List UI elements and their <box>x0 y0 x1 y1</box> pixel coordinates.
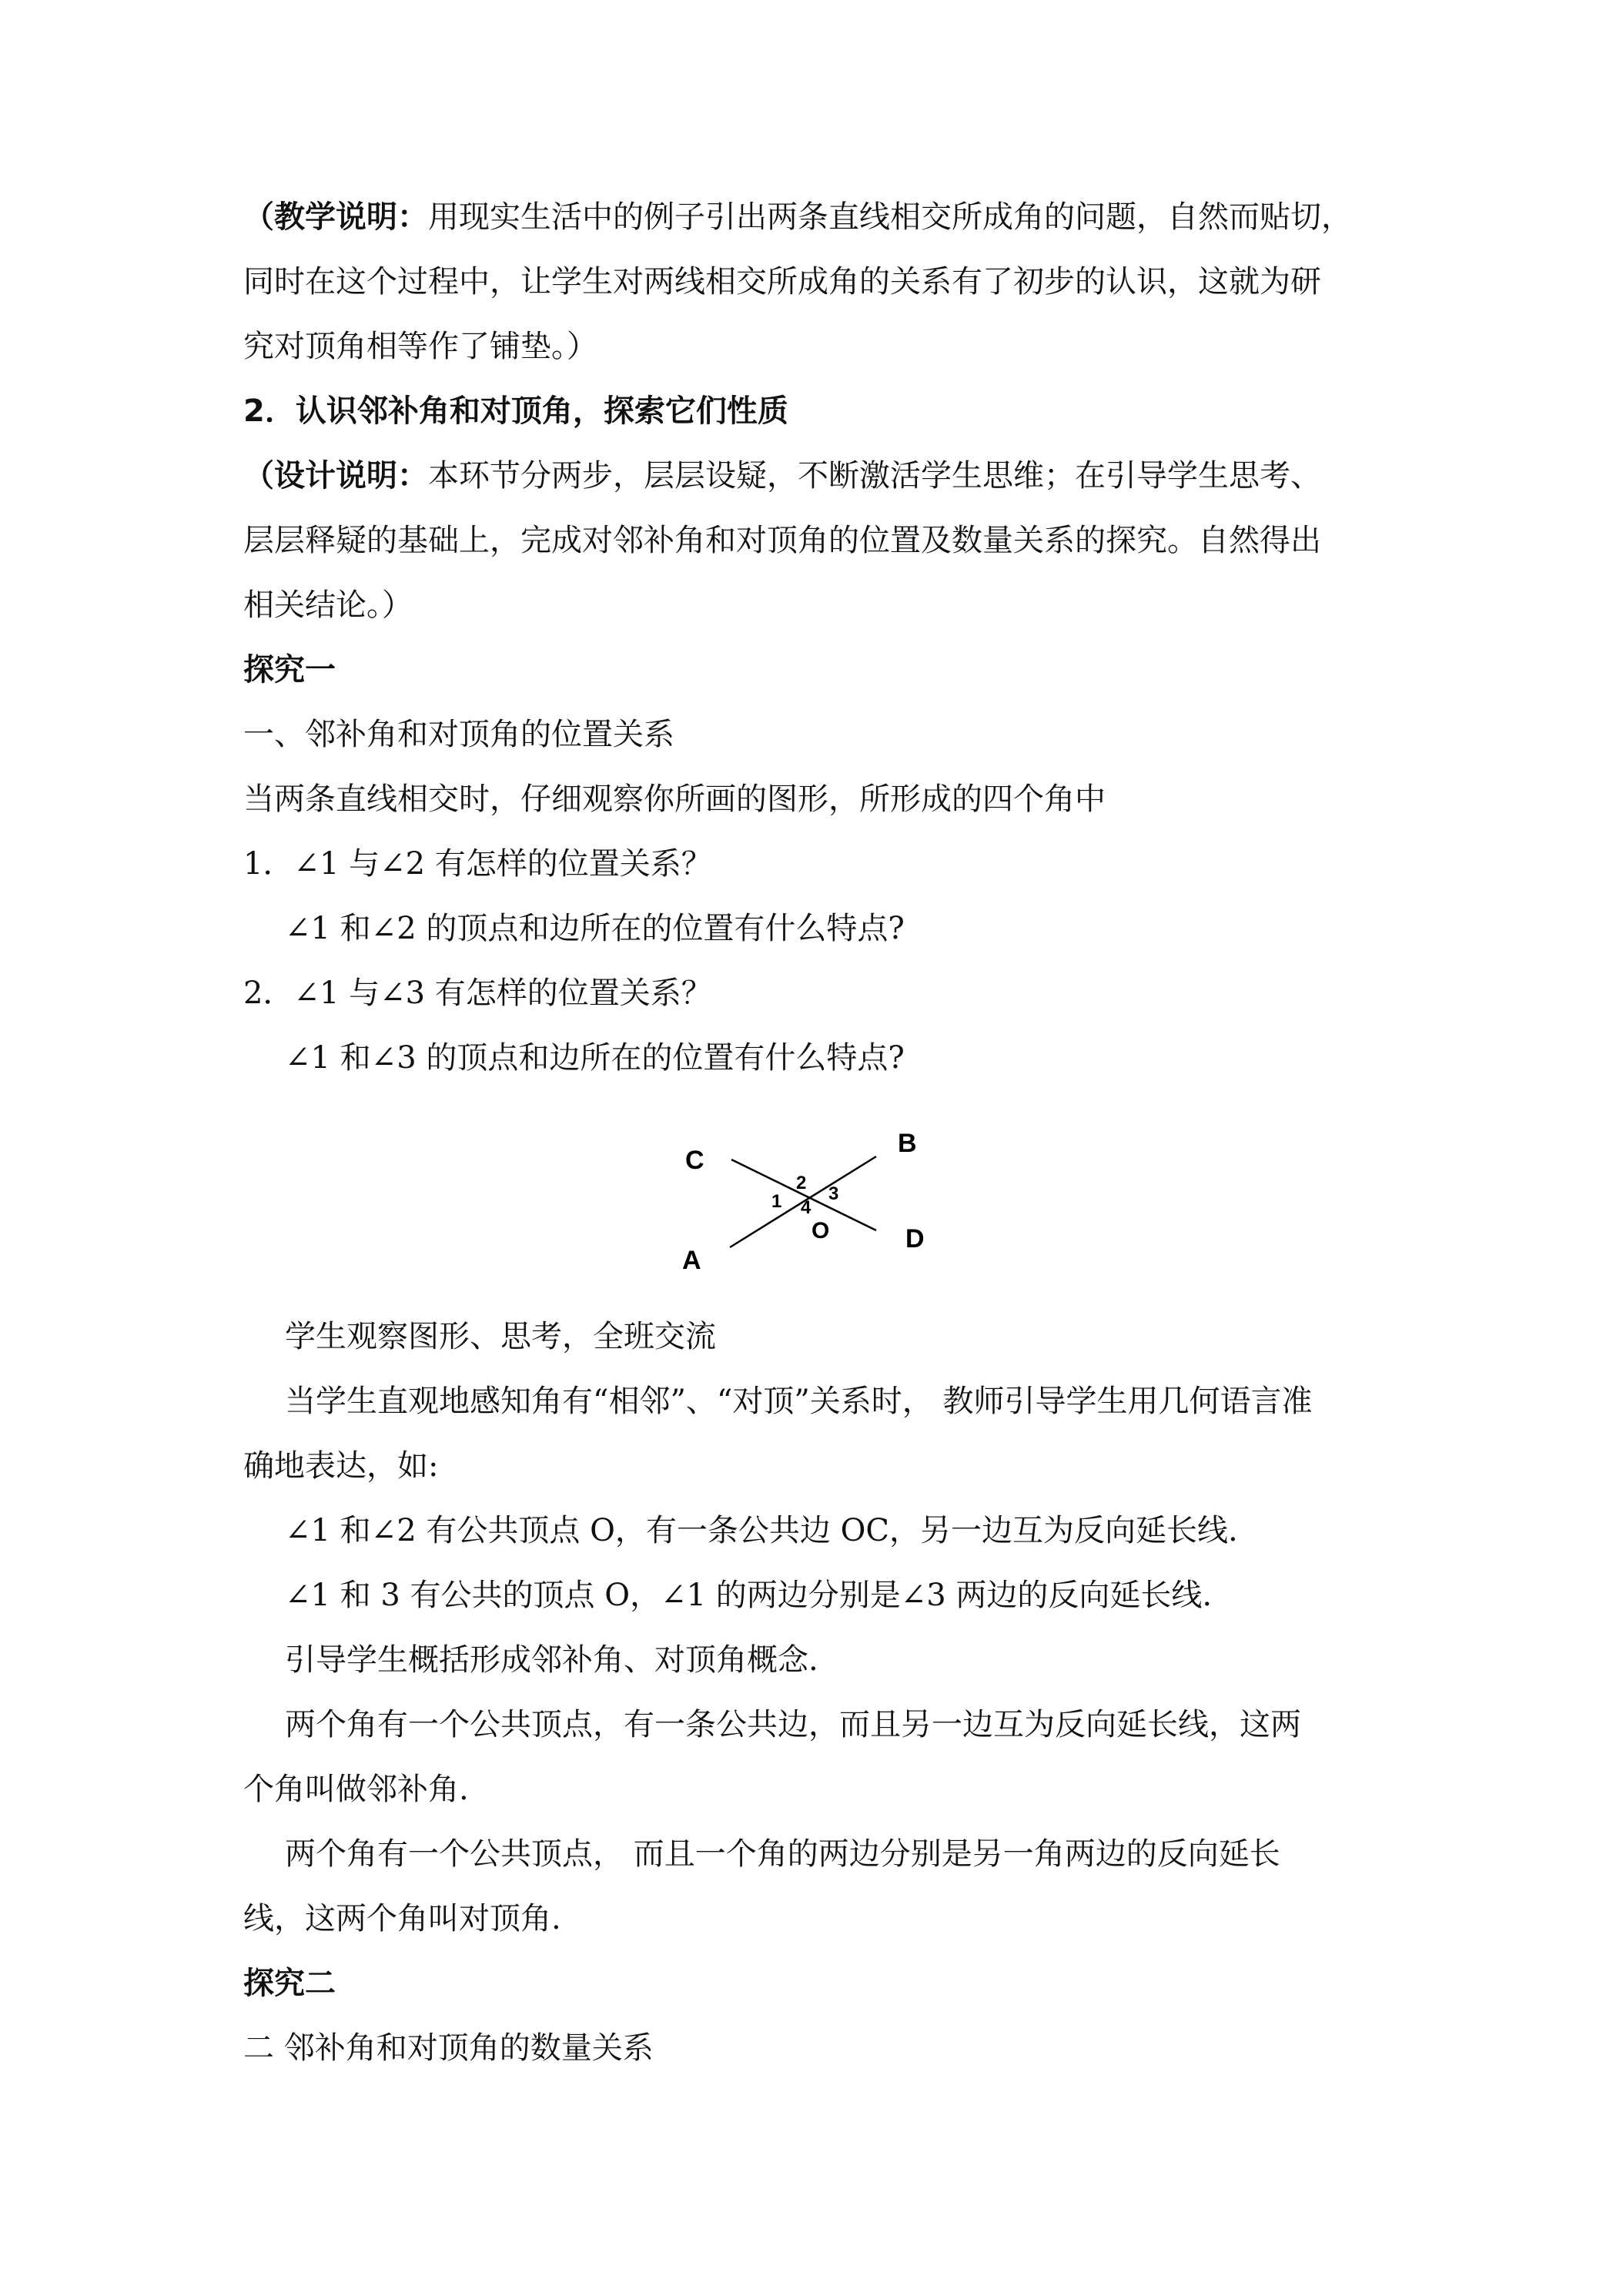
teaching-note-text: 用现实生活中的例子引出两条直线相交所成角的问题，自然而贴切， <box>428 199 1352 235</box>
paragraph-design-note-line3: 相关结论。） <box>243 587 413 623</box>
label-A: A <box>682 1246 701 1275</box>
label-angle-3: 3 <box>828 1183 839 1204</box>
paragraph-design-note-line1 <box>243 453 1398 499</box>
design-note-label: （设计说明： <box>243 458 428 494</box>
part-1-title: 一、邻补角和对顶角的位置关系 <box>243 717 674 752</box>
question-1-detail: ∠1 和∠2 的顶点和边所在的位置有什么特点? <box>285 911 905 946</box>
body-line-4: ∠1 和∠2 有公共顶点 O，有一条公共边 OC，另一边互为反向延长线. <box>285 1513 1238 1548</box>
paragraph-teaching-note-line3: 究对顶角相等作了铺垫。） <box>243 329 597 364</box>
label-O: O <box>812 1218 830 1243</box>
label-C: C <box>685 1146 704 1175</box>
body-line-5: ∠1 和 3 有公共的顶点 O，∠1 的两边分别是∠3 两边的反向延长线. <box>285 1578 1213 1613</box>
body-line-7: 两个角有一个公共顶点，有一条公共边，而且另一边互为反向延长线，这两 <box>285 1707 1301 1742</box>
explore-2-title: 探究二 <box>243 1966 336 2001</box>
label-angle-2: 2 <box>796 1173 807 1193</box>
body-line-6: 引导学生概括形成邻补角、对顶角概念. <box>285 1642 818 1678</box>
paragraph-teaching-note-line1 <box>243 194 1398 240</box>
body-line-8: 个角叫做邻补角. <box>243 1772 469 1807</box>
question-1: 1．∠1 与∠2 有怎样的位置关系？ <box>243 846 712 882</box>
body-line-10: 线，这两个角叫对顶角. <box>243 1901 561 1936</box>
intro-line: 当两条直线相交时，仔细观察你所画的图形，所形成的四个角中 <box>243 782 1106 817</box>
label-angle-4: 4 <box>801 1197 812 1218</box>
intersecting-lines-figure <box>670 1109 947 1278</box>
question-2-detail: ∠1 和∠3 的顶点和边所在的位置有什么特点? <box>285 1040 905 1076</box>
label-D: D <box>905 1224 925 1253</box>
section-2-heading: 2．认识邻补角和对顶角，探索它们性质 <box>243 393 788 429</box>
question-2: 2．∠1 与∠3 有怎样的位置关系？ <box>243 976 712 1011</box>
body-line-3: 确地表达，如: <box>243 1448 439 1484</box>
teaching-note-label: （教学说明： <box>243 199 428 235</box>
design-note-text: 本环节分两步，层层设疑，不断激活学生思维；在引导学生思考、 <box>428 458 1321 494</box>
explore-1-title: 探究一 <box>243 652 336 688</box>
body-line-1: 学生观察图形、思考，全班交流 <box>285 1319 716 1354</box>
label-B: B <box>898 1129 917 1158</box>
part-2-title: 二 邻补角和对顶角的数量关系 <box>243 2030 654 2066</box>
body-line-9: 两个角有一个公共顶点， 而且一个角的两边分别是另一角两边的反向延长 <box>285 1836 1280 1872</box>
body-line-2: 当学生直观地感知角有“相邻”、“对顶”关系时， 教师引导学生用几何语言准 <box>285 1384 1313 1419</box>
paragraph-teaching-note-line2: 同时在这个过程中，让学生对两线相交所成角的关系有了初步的认识，这就为研 <box>243 264 1321 300</box>
label-angle-1: 1 <box>771 1191 782 1212</box>
paragraph-design-note-line2: 层层释疑的基础上，完成对邻补角和对顶角的位置及数量关系的探究。自然得出 <box>243 523 1321 558</box>
